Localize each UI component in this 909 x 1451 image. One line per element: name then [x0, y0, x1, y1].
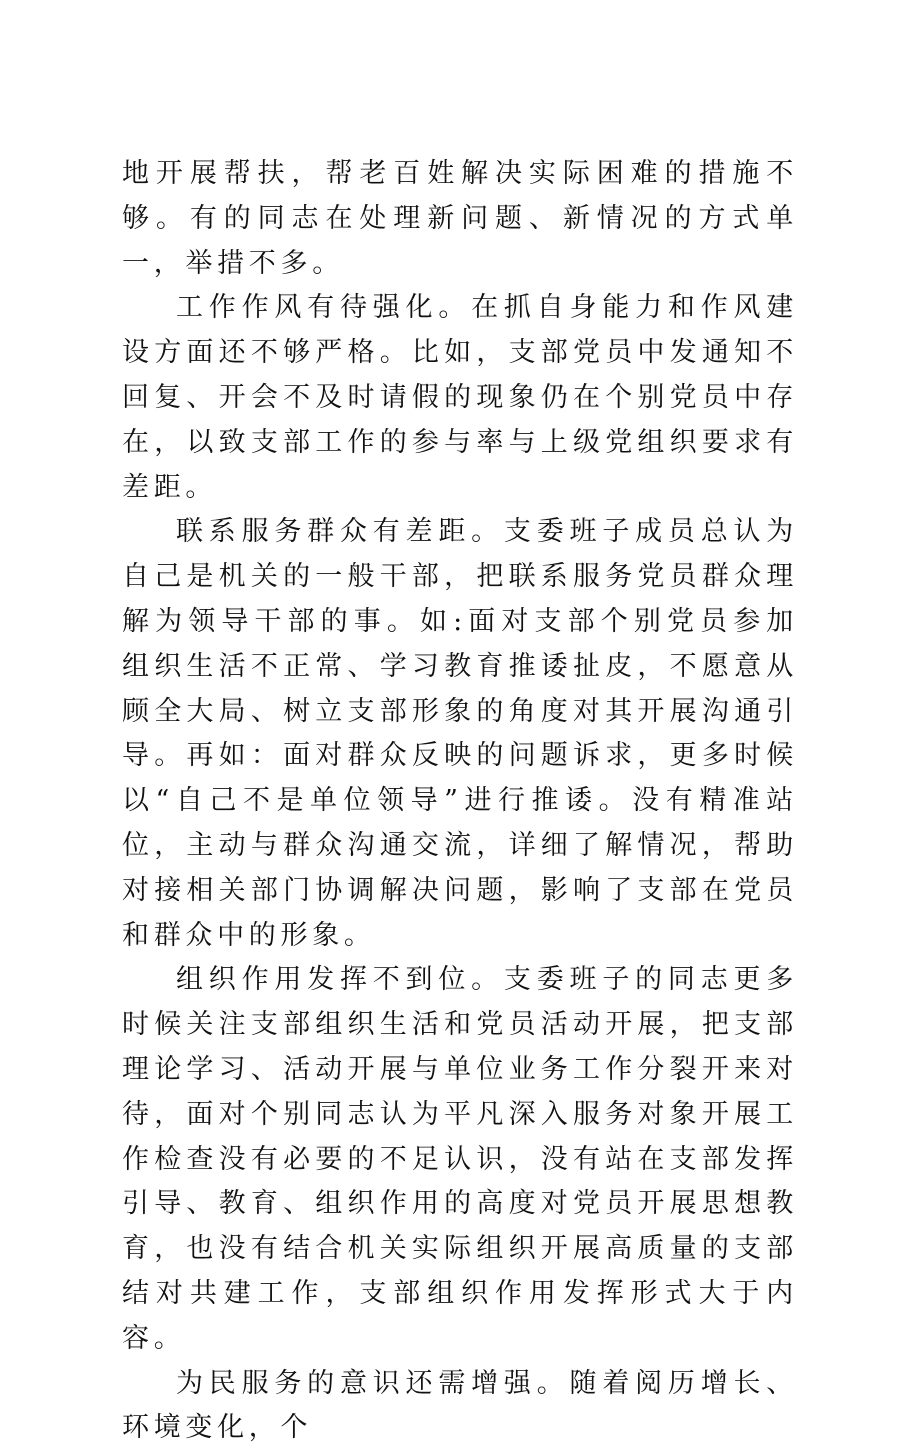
- paragraph-service-awareness: 为民服务的意识还需增强。随着阅历增长、环境变化，个: [122, 1367, 798, 1444]
- paragraph-serve-masses: 联系服务群众有差距。支委班子成员总认为自己是机关的一般干部，把联系服务党员群众理解为领导干部的事。如:面对支部个别党员参加组织生活不正常、学习教育推诿扯皮，不愿意从顾全大局、树立支部形象的角度对其开展沟通引导。再如：面对群众反映的问题诉求，更多时候以“自己不是单位领导”进行推诿。没有精准站位，主动与群众沟通交流，详细了解情况，帮助对接相关部门协调解决问题，影响了支部在党员和群众中的形象。: [122, 516, 798, 951]
- paragraph-work-style: 工作作风有待强化。在抓自身能力和作风建设方面还不够严格。比如，支部党员中发通知不回复、开会不及时请假的现象仍在个别党员中存在，以致支部工作的参与率与上级党组织要求有差距。: [122, 292, 798, 503]
- paragraph-continuation: 地开展帮扶，帮老百姓解决实际困难的措施不够。有的同志在处理新问题、新情况的方式单一，举措不多。: [122, 158, 798, 279]
- paragraph-organization-role: 组织作用发挥不到位。支委班子的同志更多时候关注支部组织生活和党员活动开展，把支部理论学习、活动开展与单位业务工作分裂开来对待，面对个别同志认为平凡深入服务对象开展工作检查没有必要的不足认识，没有站在支部发挥引导、教育、组织作用的高度对党员开展思想教育，也没有结合机关实际组织开展高质量的支部结对共建工作，支部组织作用发挥形式大于内容。: [122, 964, 798, 1354]
- document-page: [122, 152, 798, 1451]
